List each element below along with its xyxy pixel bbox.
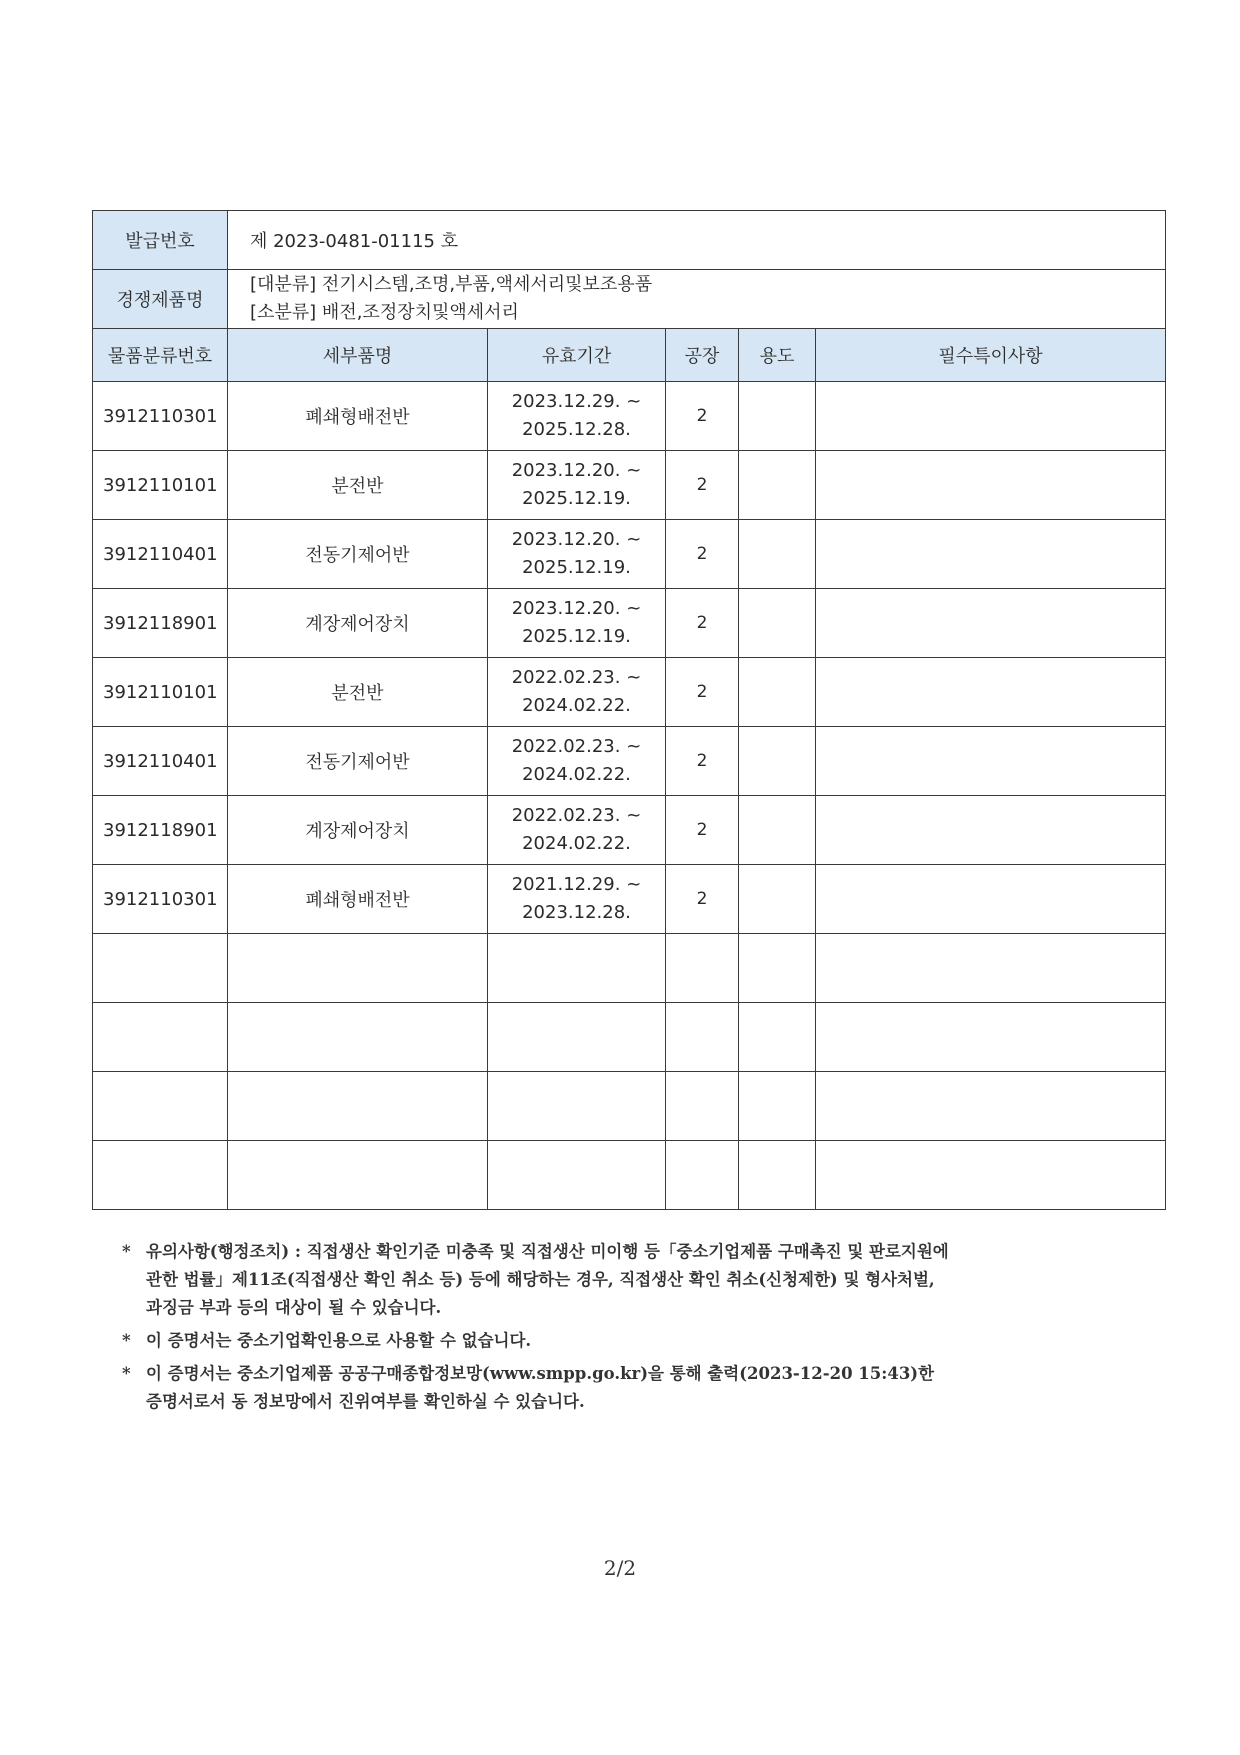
code-cell: 3912110101 bbox=[93, 658, 228, 727]
factory-cell bbox=[666, 1003, 739, 1072]
notice-line: 유의사항(행정조치) : 직접생산 확인기준 미충족 및 직접생산 미이행 등「중소기업제품 구매촉진 및 판로지원에 bbox=[146, 1242, 949, 1261]
competing-product-row bbox=[93, 270, 1166, 329]
item-cell bbox=[228, 934, 488, 1003]
period-start: 2021.12.29. ~ bbox=[511, 874, 642, 895]
notices bbox=[122, 1238, 1172, 1421]
code-cell bbox=[93, 934, 228, 1003]
usage-cell bbox=[739, 658, 816, 727]
usage-cell bbox=[739, 589, 816, 658]
table-row bbox=[93, 658, 1166, 727]
col-header-notes: 필수특이사항 bbox=[816, 329, 1166, 382]
item-cell: 분전반 bbox=[228, 451, 488, 520]
code-cell bbox=[93, 1141, 228, 1210]
col-header-factory: 공장 bbox=[666, 329, 739, 382]
factory-cell bbox=[666, 934, 739, 1003]
factory-cell bbox=[666, 1141, 739, 1210]
item-cell: 계장제어장치 bbox=[228, 796, 488, 865]
period-start: 2022.02.23. ~ bbox=[511, 667, 642, 688]
code-cell: 3912110401 bbox=[93, 520, 228, 589]
factory-cell: 2 bbox=[666, 865, 739, 934]
col-header-item: 세부품명 bbox=[228, 329, 488, 382]
factory-cell: 2 bbox=[666, 727, 739, 796]
notes-cell bbox=[816, 865, 1166, 934]
factory-cell: 2 bbox=[666, 658, 739, 727]
usage-cell bbox=[739, 796, 816, 865]
code-cell: 3912110301 bbox=[93, 382, 228, 451]
table-row bbox=[93, 382, 1166, 451]
usage-cell bbox=[739, 727, 816, 796]
period-cell bbox=[488, 727, 666, 796]
item-cell: 폐쇄형배전반 bbox=[228, 382, 488, 451]
issue-number-value: 제 2023-0481-01115 호 bbox=[228, 211, 1166, 270]
notes-cell bbox=[816, 796, 1166, 865]
notes-cell bbox=[816, 382, 1166, 451]
period-end: 2024.02.22. bbox=[522, 695, 631, 716]
factory-cell: 2 bbox=[666, 589, 739, 658]
usage-cell bbox=[739, 451, 816, 520]
table-body bbox=[93, 382, 1166, 1210]
bullet-star: * bbox=[122, 1331, 131, 1350]
competing-product-label: 경쟁제품명 bbox=[93, 270, 228, 329]
notice-usage-restriction bbox=[122, 1327, 1172, 1355]
issue-number-row bbox=[93, 211, 1166, 270]
notes-cell bbox=[816, 520, 1166, 589]
period-start: 2023.12.29. ~ bbox=[511, 391, 642, 412]
period-end: 2025.12.19. bbox=[522, 626, 631, 647]
period-cell bbox=[488, 520, 666, 589]
period-start: 2023.12.20. ~ bbox=[511, 460, 642, 481]
period-start: 2023.12.20. ~ bbox=[511, 598, 642, 619]
code-cell bbox=[93, 1003, 228, 1072]
period-cell bbox=[488, 1003, 666, 1072]
certificate-table bbox=[92, 210, 1166, 1210]
code-cell: 3912110101 bbox=[93, 451, 228, 520]
period-cell bbox=[488, 382, 666, 451]
period-start: 2023.12.20. ~ bbox=[511, 529, 642, 550]
factory-cell: 2 bbox=[666, 520, 739, 589]
usage-cell bbox=[739, 865, 816, 934]
period-start: 2022.02.23. ~ bbox=[511, 805, 642, 826]
period-end: 2025.12.28. bbox=[522, 419, 631, 440]
notes-cell bbox=[816, 1003, 1166, 1072]
competing-product-value bbox=[228, 270, 1166, 329]
table-row bbox=[93, 1072, 1166, 1141]
issue-number-label: 발급번호 bbox=[93, 211, 228, 270]
code-cell: 3912118901 bbox=[93, 796, 228, 865]
usage-cell bbox=[739, 1141, 816, 1210]
code-cell: 3912118901 bbox=[93, 589, 228, 658]
factory-cell: 2 bbox=[666, 451, 739, 520]
factory-cell: 2 bbox=[666, 796, 739, 865]
table-row bbox=[93, 451, 1166, 520]
item-cell bbox=[228, 1072, 488, 1141]
item-cell: 분전반 bbox=[228, 658, 488, 727]
period-end: 2025.12.19. bbox=[522, 488, 631, 509]
usage-cell bbox=[739, 382, 816, 451]
code-cell: 3912110301 bbox=[93, 865, 228, 934]
code-cell: 3912110401 bbox=[93, 727, 228, 796]
period-end: 2023.12.28. bbox=[522, 902, 631, 923]
notice-line: 과징금 부과 등의 대상이 될 수 있습니다. bbox=[146, 1298, 442, 1317]
notice-line: 증명서로서 동 정보망에서 진위여부를 확인하실 수 있습니다. bbox=[146, 1392, 585, 1411]
minor-category: [소분류] 배전,조정장치및액세서리 bbox=[250, 302, 519, 323]
major-category: [대분류] 전기시스템,조명,부품,액세서리및보조용품 bbox=[250, 274, 653, 295]
notice-line: 이 증명서는 중소기업제품 공공구매종합정보망(www.smpp.go.kr)을 통해 출력(2023-12-20 15:43)한 bbox=[146, 1364, 935, 1383]
notice-administrative bbox=[122, 1238, 1172, 1322]
column-header-row bbox=[93, 329, 1166, 382]
usage-cell bbox=[739, 934, 816, 1003]
notes-cell bbox=[816, 934, 1166, 1003]
notice-line: 이 증명서는 중소기업확인용으로 사용할 수 없습니다. bbox=[146, 1331, 532, 1350]
table-row bbox=[93, 727, 1166, 796]
col-header-period: 유효기간 bbox=[488, 329, 666, 382]
col-header-code: 물품분류번호 bbox=[93, 329, 228, 382]
factory-cell bbox=[666, 1072, 739, 1141]
notes-cell bbox=[816, 451, 1166, 520]
col-header-usage: 용도 bbox=[739, 329, 816, 382]
bullet-star: * bbox=[122, 1364, 131, 1383]
period-cell bbox=[488, 796, 666, 865]
notes-cell bbox=[816, 1141, 1166, 1210]
period-cell bbox=[488, 1141, 666, 1210]
notes-cell bbox=[816, 1072, 1166, 1141]
notice-verification bbox=[122, 1360, 1172, 1416]
period-cell bbox=[488, 658, 666, 727]
notice-line: 관한 법률」제11조(직접생산 확인 취소 등) 등에 해당하는 경우, 직접생산 확인 취소(신청제한) 및 형사처벌, bbox=[146, 1270, 935, 1289]
notes-cell bbox=[816, 658, 1166, 727]
period-start: 2022.02.23. ~ bbox=[511, 736, 642, 757]
item-cell: 폐쇄형배전반 bbox=[228, 865, 488, 934]
bullet-star: * bbox=[122, 1242, 131, 1261]
period-end: 2025.12.19. bbox=[522, 557, 631, 578]
table-row bbox=[93, 1141, 1166, 1210]
item-cell bbox=[228, 1003, 488, 1072]
notes-cell bbox=[816, 727, 1166, 796]
period-cell bbox=[488, 451, 666, 520]
code-cell bbox=[93, 1072, 228, 1141]
table-row bbox=[93, 796, 1166, 865]
item-cell: 전동기제어반 bbox=[228, 520, 488, 589]
table-row bbox=[93, 934, 1166, 1003]
table-row bbox=[93, 520, 1166, 589]
period-cell bbox=[488, 589, 666, 658]
period-end: 2024.02.22. bbox=[522, 833, 631, 854]
usage-cell bbox=[739, 1072, 816, 1141]
factory-cell: 2 bbox=[666, 382, 739, 451]
period-cell bbox=[488, 1072, 666, 1141]
table-row bbox=[93, 589, 1166, 658]
item-cell: 전동기제어반 bbox=[228, 727, 488, 796]
period-end: 2024.02.22. bbox=[522, 764, 631, 785]
period-cell bbox=[488, 865, 666, 934]
item-cell bbox=[228, 1141, 488, 1210]
usage-cell bbox=[739, 1003, 816, 1072]
usage-cell bbox=[739, 520, 816, 589]
notes-cell bbox=[816, 589, 1166, 658]
table-row bbox=[93, 1003, 1166, 1072]
page-number: 2/2 bbox=[603, 1556, 637, 1580]
table-row bbox=[93, 865, 1166, 934]
item-cell: 계장제어장치 bbox=[228, 589, 488, 658]
period-cell bbox=[488, 934, 666, 1003]
